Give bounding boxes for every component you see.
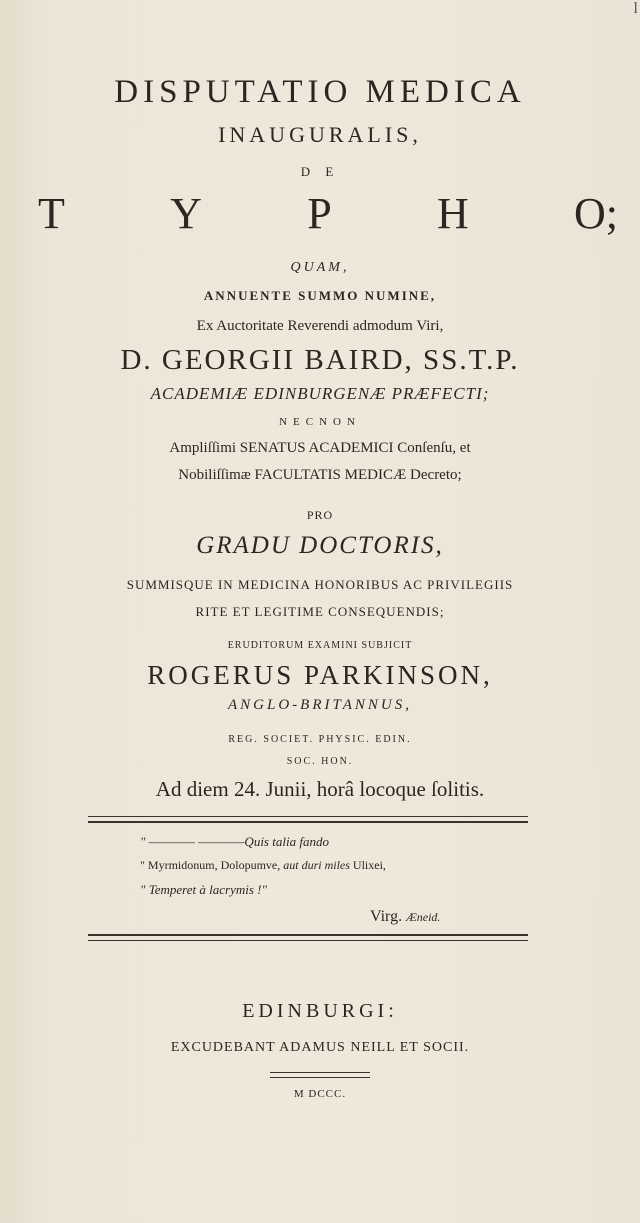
imprint-city: EDINBURGI: [242, 1000, 398, 1022]
quote-line-1: " ———— ————Quis talia fando [140, 834, 329, 849]
senatus-line: Ampliſſimi SENATUS ACADEMICI Conſenſu, et [169, 440, 471, 456]
imprint-printer: EXCUDEBANT ADAMUS NEILL ET SOCII. [170, 1040, 470, 1055]
society-line: REG. SOCIET. PHYSIC. EDIN. [228, 734, 412, 745]
honoribus-line: SUMMISQUE IN MEDICINA HONORIBUS AC PRIVILEGIIS [126, 577, 514, 592]
quote-source [370, 908, 440, 926]
quote-segment-italic: aut duri miles [283, 858, 350, 872]
gradu-line: GRADU DOCTORIS, [196, 532, 444, 559]
divider [270, 1072, 370, 1073]
necnon-line: NECNON [279, 416, 361, 428]
author-name: ROGERUS PARKINSON, [147, 660, 493, 690]
rector-name: D. GEORGII BAIRD, SS.T.P. [120, 344, 520, 376]
divider [88, 934, 528, 936]
divider [88, 816, 528, 817]
imprint-year: M DCCC. [293, 1088, 347, 1100]
quam-line: QUAM, [290, 260, 350, 275]
quote-line-3: " Temperet à lacrymis !" [140, 882, 267, 897]
author-nationality: ANGLO-BRITANNUS, [228, 697, 412, 713]
subject-letter: Y [170, 189, 202, 238]
quote-author: Virg. [370, 908, 407, 925]
title-main: DISPUTATIO MEDICA [114, 74, 526, 110]
academy-line: ACADEMIÆ EDINBURGENÆ PRÆFECTI; [150, 384, 490, 403]
quote-line-2 [140, 858, 386, 873]
quote-segment: Ulixei, [349, 858, 386, 872]
auctoritate-line: Ex Auctoritate Reverendi admodum Viri, [196, 318, 444, 334]
title-sub: INAUGURALIS, [218, 122, 422, 147]
title-de: D E [300, 164, 340, 179]
divider [270, 1077, 370, 1078]
quote-segment: " Myrmidonum, Dolopumve, [140, 858, 284, 872]
subject-letter: T [38, 189, 65, 238]
subject-letter: P [307, 189, 332, 238]
annuente-line: ANNUENTE SUMMO NUMINE, [203, 288, 437, 303]
divider [88, 940, 528, 941]
date-line: Ad diem 24. Junii, horâ locoque ſolitis. [155, 777, 485, 801]
society-hon-line: SOC. HON. [286, 756, 354, 767]
pro-line: PRO [306, 508, 334, 522]
rite-line: RITE ET LEGITIME CONSEQUENDIS; [195, 604, 445, 619]
divider [88, 821, 528, 823]
eruditorum-line: ERUDITORUM EXAMINI SUBJICIT [227, 640, 413, 651]
quote-work: Æneid. [406, 910, 441, 924]
subject-letter: H [436, 189, 469, 238]
subject-typho [38, 188, 618, 239]
facultas-line: Nobiliſſimæ FACULTATIS MEDICÆ Decreto; [178, 467, 462, 483]
corner-mark: l [633, 0, 638, 17]
subject-letter: O; [574, 189, 618, 238]
